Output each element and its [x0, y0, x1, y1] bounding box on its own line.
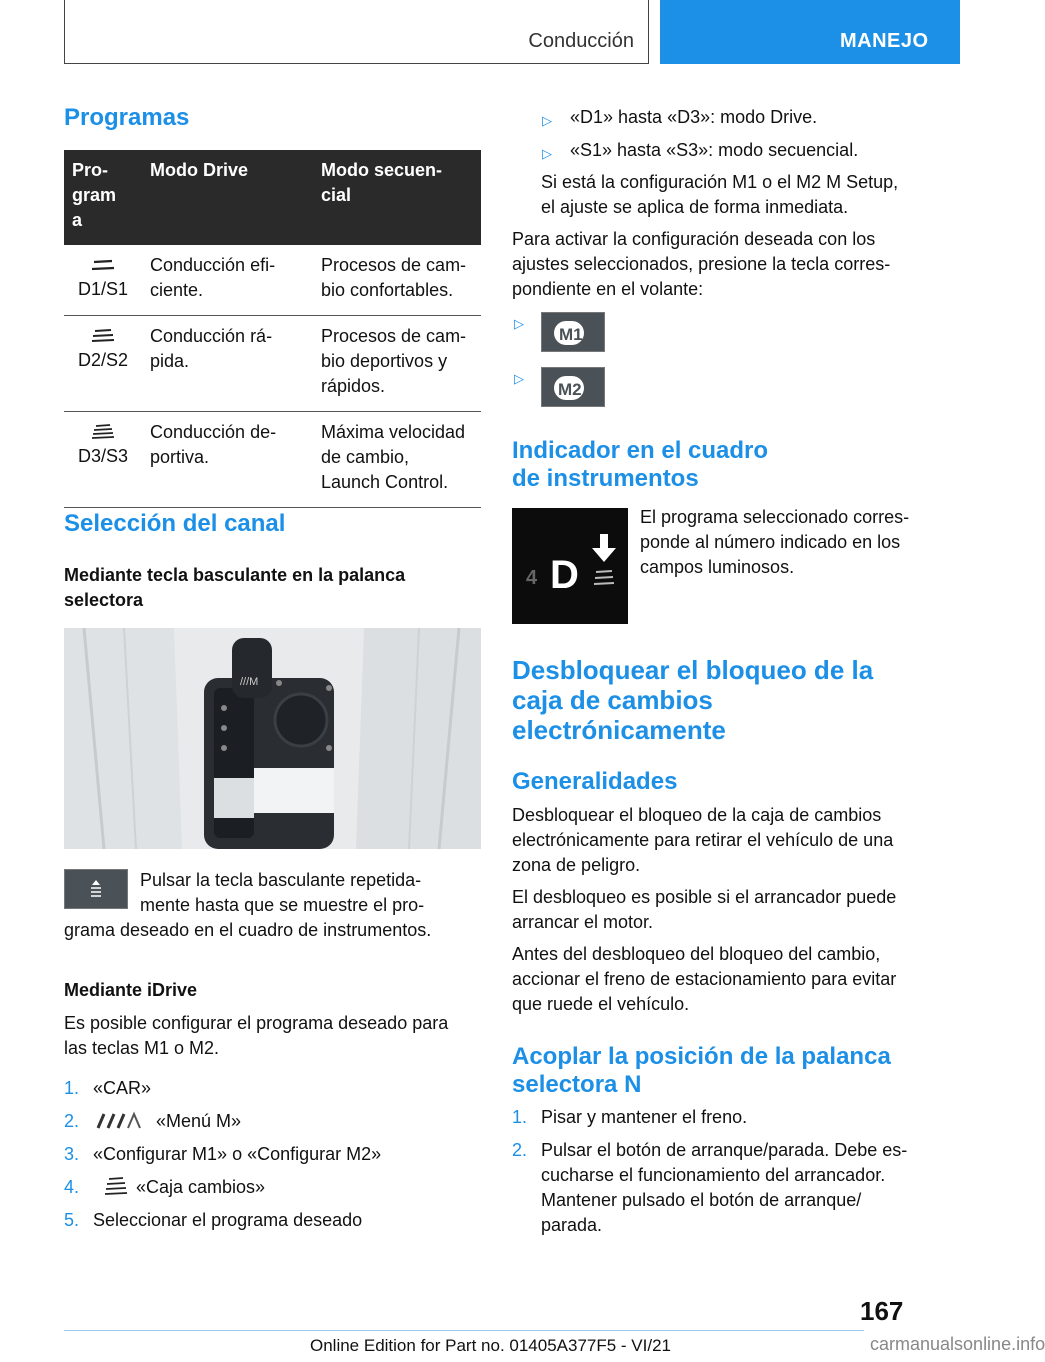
section-title: Conducción — [528, 30, 634, 52]
triangle-bullet-icon: ▷ — [542, 146, 552, 161]
rocker-text-line3: grama deseado en el cuadro de instrumentos. — [64, 920, 432, 940]
heading-general: Generalidades — [512, 768, 678, 795]
step-number: 1. — [512, 1107, 528, 1127]
rocker-text-line2: mente hasta que se muestre el pro- — [140, 895, 425, 915]
subheading-rocker: Mediante tecla basculante en la palanca selectora — [64, 565, 406, 610]
bullet-text: «S1» hasta «S3»: modo secuencial. — [570, 140, 859, 160]
m1-button-icon — [541, 312, 605, 352]
step-text: «CAR» — [93, 1078, 152, 1098]
program-label: D3/S3 — [77, 446, 129, 466]
list-item — [64, 1175, 481, 1208]
list-item — [512, 138, 932, 171]
step-number: 1. — [64, 1078, 80, 1098]
table-cell: Conducción efi- ciente. — [142, 245, 313, 316]
table-cell: Procesos de cam- bio deportivos y rápidos. — [313, 316, 481, 412]
svg-text:///M: ///M — [240, 676, 259, 688]
program-label: D2/S2 — [77, 350, 129, 370]
chapter-title: MANEJO — [840, 30, 929, 52]
couple-steps-list — [512, 1105, 932, 1238]
mode-bullets — [512, 105, 932, 171]
activate-text: Para activar la configuración deseada con los ajustes seleccionados, presione la tecla corres- pondiente en el volante: — [512, 229, 891, 299]
list-item — [64, 1109, 481, 1142]
idrive-steps-list — [64, 1076, 481, 1241]
heading-unlock: Desbloquear el bloqueo de la caja de cambios electrónicamente — [512, 655, 874, 745]
footer-divider — [64, 1330, 864, 1331]
bullet-text: «D1» hasta «D3»: modo Drive. — [570, 107, 818, 127]
m1-label: M1 — [559, 325, 583, 344]
table-cell — [64, 316, 142, 412]
list-item — [64, 1076, 481, 1109]
list-item — [512, 1105, 932, 1138]
list-item — [64, 1142, 481, 1175]
step-text: «Caja cambios» — [136, 1177, 266, 1197]
table-cell — [64, 245, 142, 316]
section-tab — [64, 0, 649, 64]
table-row — [64, 245, 481, 316]
heading-indicator: Indicador en el cuadro de instrumentos — [512, 437, 769, 492]
triangle-bullet-icon: ▷ — [542, 113, 552, 128]
setup-note: Si está la configuración M1 o el M2 M Setup, el ajuste se aplica de forma inmediata. — [541, 172, 899, 217]
gear-selector-console-image — [64, 628, 481, 849]
rocker-switch-icon — [64, 869, 128, 909]
program-label: D1/S1 — [77, 279, 129, 299]
step-text: Pulsar el botón de arranque/parada. Debe es- cucharse el funcionamiento del arrancador. Mantener pulsado el botón de arranque/ parada. — [541, 1140, 908, 1235]
step-text: Pisar y mantener el freno. — [541, 1107, 748, 1127]
edition-text: Online Edition for Part no. 01405A377F5 - VI/21 — [310, 1336, 672, 1355]
step-number: 5. — [64, 1210, 80, 1230]
step-text: «Configurar M1» o «Configurar M2» — [93, 1144, 382, 1164]
heading-channel: Selección del canal — [64, 510, 286, 537]
m2-label: M2 — [558, 380, 582, 399]
indicator-gear-letter: D — [550, 553, 579, 597]
general-paragraph-3: Antes del desbloqueo del bloqueo del cambio, accionar el freno de estacionamiento para evitar que ruede el vehículo. — [512, 944, 897, 1014]
step-number: 2. — [64, 1111, 80, 1131]
table-row — [64, 412, 481, 508]
table-row — [64, 316, 481, 412]
drive-program-1-icon — [90, 257, 116, 273]
table-header-cell: Modo Drive — [142, 150, 313, 245]
indicator-text: El programa seleccionado corres- ponde al número indicado en los campos luminosos. — [640, 507, 910, 577]
step-text: «Menú M» — [156, 1111, 242, 1131]
indicator-small-digit: 4 — [526, 567, 538, 589]
table-header-row — [64, 150, 481, 245]
list-item — [512, 1138, 932, 1238]
triangle-bullet-icon: ▷ — [514, 371, 524, 386]
table-cell: Máxima velocidad de cambio, Launch Control. — [313, 412, 481, 508]
triangle-bullet-icon: ▷ — [514, 316, 524, 331]
watermark-text: carmanualsonline.info — [870, 1334, 1045, 1354]
step-number: 2. — [512, 1140, 528, 1160]
programs-table — [64, 150, 481, 508]
chapter-tab — [660, 0, 960, 64]
table-cell — [64, 412, 142, 508]
drive-program-2-icon — [90, 328, 116, 344]
general-paragraph-2: El desbloqueo es posible si el arrancador puede arrancar el motor. — [512, 887, 897, 932]
heading-programs: Programas — [64, 104, 190, 131]
rocker-text-line1: Pulsar la tecla basculante repetida- — [140, 870, 422, 890]
step-number: 3. — [64, 1144, 80, 1164]
gearbox-lines-icon — [104, 1177, 128, 1195]
table-header-cell: Modo secuen- cial — [313, 150, 481, 245]
idrive-text: Es posible configurar el programa deseado para las teclas M1 o M2. — [64, 1013, 449, 1058]
m2-button-icon — [541, 367, 605, 407]
instrument-cluster-indicator-image — [512, 508, 628, 624]
subheading-idrive: Mediante iDrive — [64, 980, 198, 1000]
step-text: Seleccionar el programa deseado — [93, 1210, 363, 1230]
table-cell: Conducción rá- pida. — [142, 316, 313, 412]
table-cell: Procesos de cam- bio confortables. — [313, 245, 481, 316]
list-item — [512, 105, 932, 138]
table-header-cell: Pro- gram a — [64, 150, 142, 245]
general-paragraph-1: Desbloquear el bloqueo de la caja de cambios electrónicamente para retirar el vehículo de una zona de peligro. — [512, 805, 894, 875]
m-menu-icon — [94, 1113, 146, 1129]
list-item — [64, 1208, 481, 1241]
page-number: 167 — [860, 1296, 904, 1326]
heading-couple-neutral: Acoplar la posición de la palanca selectora N — [512, 1043, 891, 1098]
step-number: 4. — [64, 1177, 80, 1197]
drive-program-3-icon — [90, 424, 116, 440]
table-cell: Conducción de- portiva. — [142, 412, 313, 508]
